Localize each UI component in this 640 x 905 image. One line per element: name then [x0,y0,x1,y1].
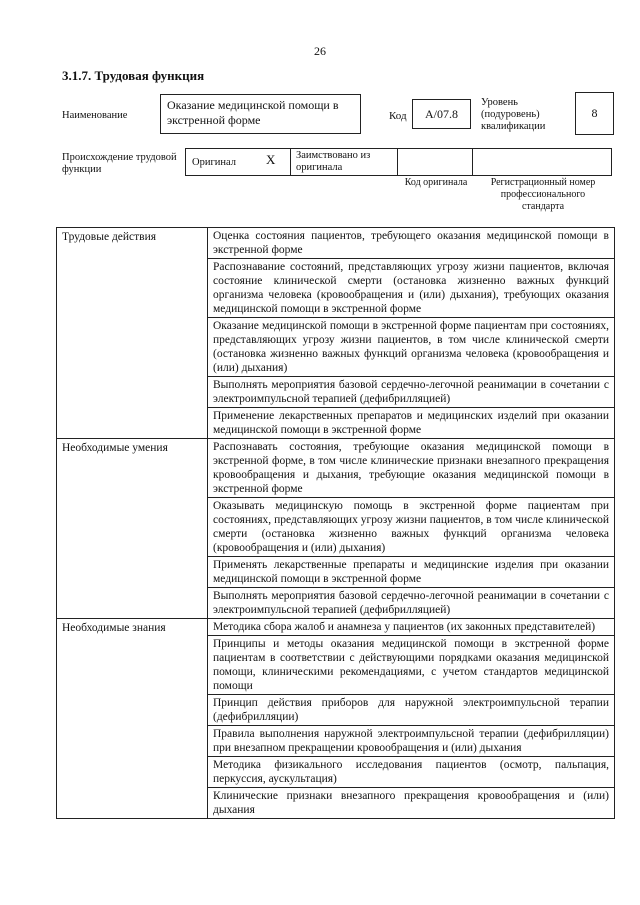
section-items [208,228,615,439]
list-item: Клинические признаки внезапного прекращения кровообращения и (или) дыхания [213,790,609,816]
list-item: Выполнять мероприятия базовой сердечно-легочной реанимации в сочетании с электроимпульсной терапией (дефибрилляцией) [213,590,609,616]
origin-label: Происхождение трудовой функции [62,152,177,175]
list-item: Выполнять мероприятия базовой сердечно-легочной реанимации в сочетании с электроимпульсной терапией (дефибрилляцией) [208,377,614,408]
page-number: 26 [314,44,326,58]
original-label: Оригинал [192,157,236,168]
list-item: Оказание медицинской помощи в экстренной форме пациентам при состояниях, представляющих угрозу жизни пациентов, в том числе клинической смерти (остановка жизненно важных функций организма человека (кровообращения и (или) дыхания) [208,318,614,377]
registration-caption: Регистрационный номер профессионального стандарта [490,177,596,212]
section-row-labor-actions [57,228,615,439]
code-label: Код [389,110,407,122]
code-box: A/07.8 [412,99,471,129]
list-item: Принципы и методы оказания медицинской помощи в экстренной форме пациентам в соответствии с действующими порядками оказания медицинской помощи, клиническими рекомендациями, с учетом стандартов медицинской помощи [208,636,614,695]
registration-number-cell [472,148,612,176]
level-box: 8 [575,92,614,135]
name-label: Наименование [62,110,128,121]
borrowed-cell: Заимствовано из оригинала [290,148,398,176]
section-name: Трудовые действия [57,228,208,439]
section-items [208,439,615,619]
section-name: Необходимые знания [57,619,208,819]
list-item: Применять лекарственные препараты и медицинские изделия при оказании медицинской помощи в экстренной форме [208,557,614,588]
list-item: Правила выполнения наружной электроимпульсной терапии (дефибрилляции) при внезапном прекращении кровообращения и (или) дыхания [208,726,614,757]
list-item: Оказывать медицинскую помощь в экстренной форме пациентам при состояниях, представляющих угрозу жизни пациентов, в том числе клинической смерти (остановка жизненно важных функций организма человека (кровообращения и (или) дыхания) [208,498,614,557]
list-item: Распознавать состояния, требующие оказания медицинской помощи в экстренной форме, в том числе клинические признаки внезапного прекращения кровообращения и дыхания, требующие оказания медицинской помощи в экстренной форме [208,439,614,498]
list-item: Методика физикального исследования пациентов (осмотр, пальпация, перкуссия, аускультация) [208,757,614,788]
original-cell [185,148,291,176]
section-title: 3.1.7. Трудовая функция [62,68,205,83]
section-row-required-knowledge [57,619,615,819]
list-item: Принцип действия приборов для наружной электроимпульсной терапии (дефибрилляции) [208,695,614,726]
list-item: Методика сбора жалоб и анамнеза у пациентов (их законных представителей) [208,619,614,636]
section-row-required-skills [57,439,615,619]
section-items [208,619,615,819]
original-code-cell [397,148,473,176]
original-mark: X [266,152,276,167]
list-item: Оценка состояния пациентов, требующего оказания медицинской помощи в экстренной форме [208,228,614,259]
function-name-box: Оказание медицинской помощи в экстренной форме [160,94,361,134]
code-caption: Код оригинала [404,177,468,188]
section-name: Необходимые умения [57,439,208,619]
origin-row [186,148,612,176]
list-item: Применение лекарственных препаратов и медицинских изделий при оказании медицинской помощи в экстренной форме [213,410,609,436]
function-table [56,227,615,819]
level-label: Уровень (подуровень) квалификации [481,97,546,132]
list-item: Распознавание состояний, представляющих угрозу жизни пациентов, включая состояние клинической смерти (остановка жизненно важных функций организма человека (кровообращения и (или) дыхания), требующих оказания медицинской помощи в экстренной форме [208,259,614,318]
